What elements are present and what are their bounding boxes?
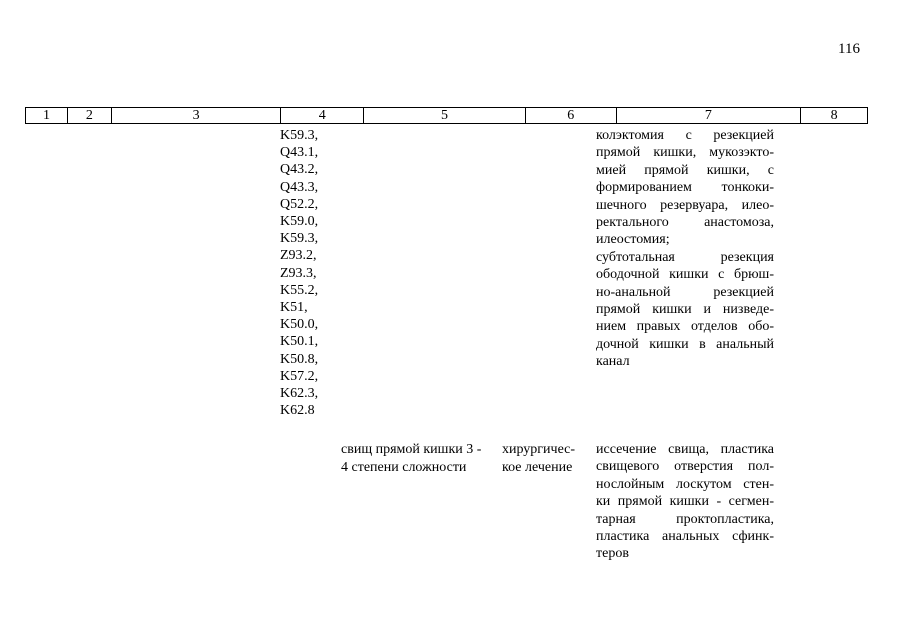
header-cell-5: 5 [364,108,526,123]
text-line: шечного резервуара, илео- [596,197,774,213]
header-cell-7: 7 [617,108,802,123]
header-cell-2: 2 [68,108,112,123]
disease-model-text [341,441,481,476]
text-line: мией прямой кишки, с [596,162,774,178]
header-cell-8: 8 [830,108,838,123]
text-line: дочной кишки в анальный [596,336,774,352]
text-line: канал [596,354,630,370]
text-line: тарная проктопластика, [596,511,774,527]
code: K50.1, [280,334,319,350]
code: K55.2, [280,282,319,298]
text-line: ки прямой кишки - сегмен- [596,494,774,510]
table-header-row [25,107,868,124]
page-number: 116 [838,41,860,57]
code: K51, [280,300,308,316]
code: K59.3, [280,128,319,143]
code: K57.2, [280,368,319,384]
code: K50.8, [280,351,319,367]
code: K62.3, [280,386,319,402]
text-line: прямой кишки, мукозэкто- [596,145,774,161]
treatment-method-text-1 [596,127,774,371]
text-line: субтотальная резекция [596,249,774,265]
text-line: теров [596,546,629,562]
code: Q43.3, [280,179,319,195]
text-line: свищ прямой кишки 3 - [341,442,482,457]
text-line: свищевого отверстия пол- [596,459,774,475]
text-line: ректального анастомоза, [596,215,774,231]
code: Z93.3, [280,265,317,281]
code: K59.3, [280,231,319,247]
header-cell-1: 1 [26,108,68,123]
text-line: колэктомия с резекцией [596,128,774,143]
code: Q52.2, [280,196,319,212]
code: Q43.1, [280,145,319,161]
text-line: нослойным лоскутом стен- [596,476,774,492]
code: K50.0, [280,317,319,333]
treatment-type-text [502,441,575,476]
diagnosis-codes [280,127,318,419]
header-cell-3: 3 [112,108,282,123]
text-line: формированием тонкоки- [596,180,774,196]
text-line: иссечение свища, пластика [596,442,774,457]
text-line: илеостомия; [596,232,670,248]
text-line: прямой кишки и низведе- [596,302,774,318]
text-line: 4 степени сложности [341,459,467,475]
header-cell-6: 6 [526,108,617,123]
text-line: нием правых отделов обо- [596,319,774,335]
header-cell-4: 4 [281,108,364,123]
text-line: ободочной кишки с брюш- [596,267,774,283]
text-line: кое лечение [502,459,573,475]
code: Q43.2, [280,162,319,178]
text-line: но-анальной резекцией [596,284,774,300]
text-line: хирургичес- [502,442,576,457]
code: K62.8 [280,403,315,419]
code: K59.0, [280,214,319,230]
code: Z93.2, [280,248,317,264]
treatment-method-text-2 [596,441,774,563]
text-line: пластика анальных сфинк- [596,529,774,545]
